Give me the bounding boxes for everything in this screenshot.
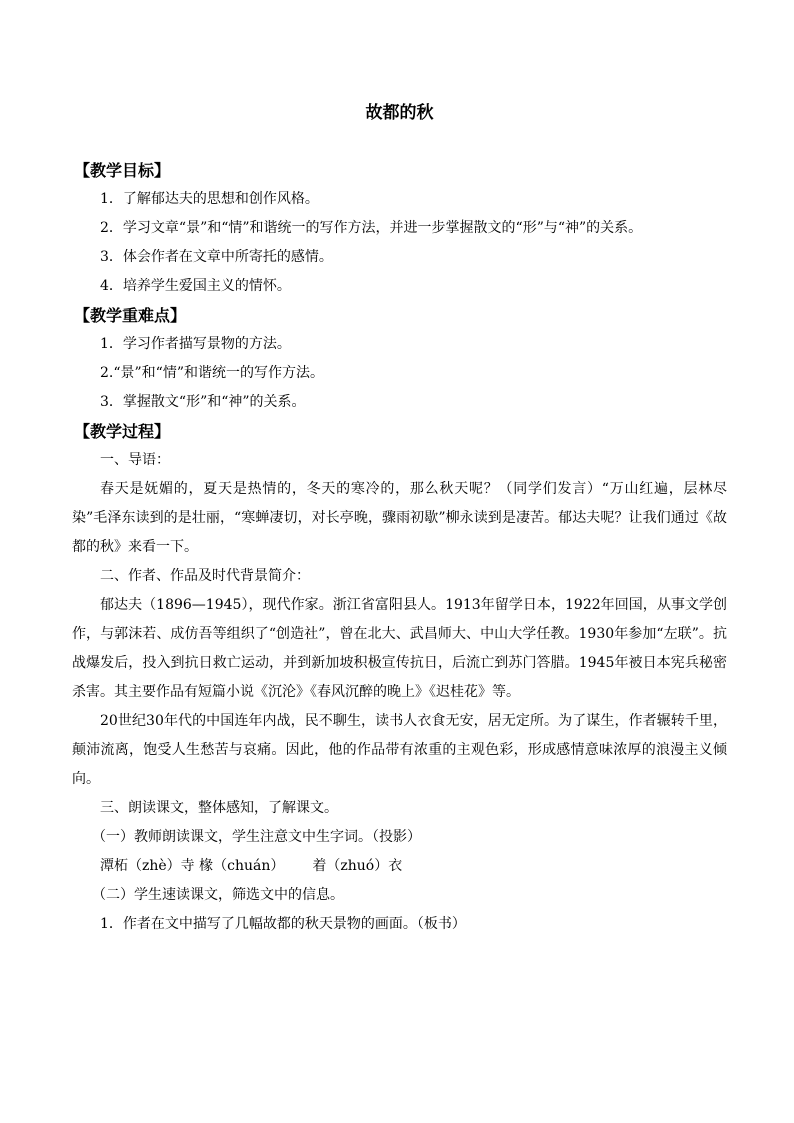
goal-item-1: 1．了解郁达夫的思想和创作风格。 — [100, 191, 319, 207]
vocab-item-2: 着（zhuó）衣 — [312, 858, 403, 874]
reading-label: 三、朗读课文，整体感知，了解课文。 — [100, 800, 338, 816]
goal-item-4: 4．培养学生爱国主义的情怀。 — [100, 278, 291, 294]
vocab-item-1: 潭柘（zhè）寺 椽（chuán） — [100, 858, 285, 874]
document-page — [72, 100, 727, 939]
intro-label: 一、导语： — [100, 452, 170, 468]
reading-step-3: 1．作者在文中描写了几幅故都的秋天景物的画面。（板书） — [100, 916, 466, 932]
teaching-process-heading: 【教学过程】 — [74, 422, 171, 441]
teaching-goals-heading: 【教学目标】 — [74, 161, 171, 180]
key-point-item-2: 2.“景”和“情”和谐统一的写作方法。 — [100, 365, 324, 381]
goal-item-3: 3．体会作者在文章中所寄托的感情。 — [100, 249, 333, 265]
reading-step-2: （二）学生速读课文，筛选文中的信息。 — [92, 887, 344, 903]
reading-step-1: （一）教师朗读课文，学生注意文中生字词。（投影） — [92, 829, 421, 845]
document-title: 故都的秋 — [365, 103, 434, 123]
author-paragraph-1: 郁达夫（1896—1945），现代作家。浙江省富阳县人。1913年留学日本，1922年回国，从事文学创作，与郭沫若、成仿吾等组织了“创造社”，曾在北大、武昌师大、中山大学任教。1930年参加“左联”。抗战爆发后，投入到抗日救亡运动，并到新加坡积极宣传抗日，后流亡到苏门答腊。1945年被日本宪兵秘密杀害。其主要作品有短篇小说《沉沦》《春风沉醉的晚上》《迟桂花》等。 — [72, 597, 727, 700]
goal-item-2: 2．学习文章“景”和“情”和谐统一的写作方法，并进一步掌握散文的“形”与“神”的关系。 — [100, 220, 643, 236]
key-point-item-1: 1．学习作者描写景物的方法。 — [100, 336, 291, 352]
intro-paragraph: 春天是妩媚的，夏天是热情的，冬天的寒冷的，那么秋天呢？（同学们发言）“万山红遍，层林尽染”毛泽东读到的是壮丽，“寒蝉凄切，对长亭晚，骤雨初歇”柳永读到是凄苦。郁达夫呢？让我们通过《故都的秋》来看一下。 — [72, 481, 727, 555]
key-points-heading: 【教学重难点】 — [74, 306, 187, 325]
author-paragraph-2: 20世纪30年代的中国连年内战，民不聊生，读书人衣食无安，居无定所。为了谋生，作者辗转千里，颠沛流离，饱受人生愁苦与哀痛。因此，他的作品带有浓重的主观色彩，形成感情意味浓厚的浪漫主义倾向。 — [72, 713, 727, 787]
key-point-item-3: 3．掌握散文“形”和“神”的关系。 — [100, 394, 306, 410]
author-label: 二、作者、作品及时代背景简介： — [100, 568, 310, 584]
vocab-row — [72, 852, 727, 881]
